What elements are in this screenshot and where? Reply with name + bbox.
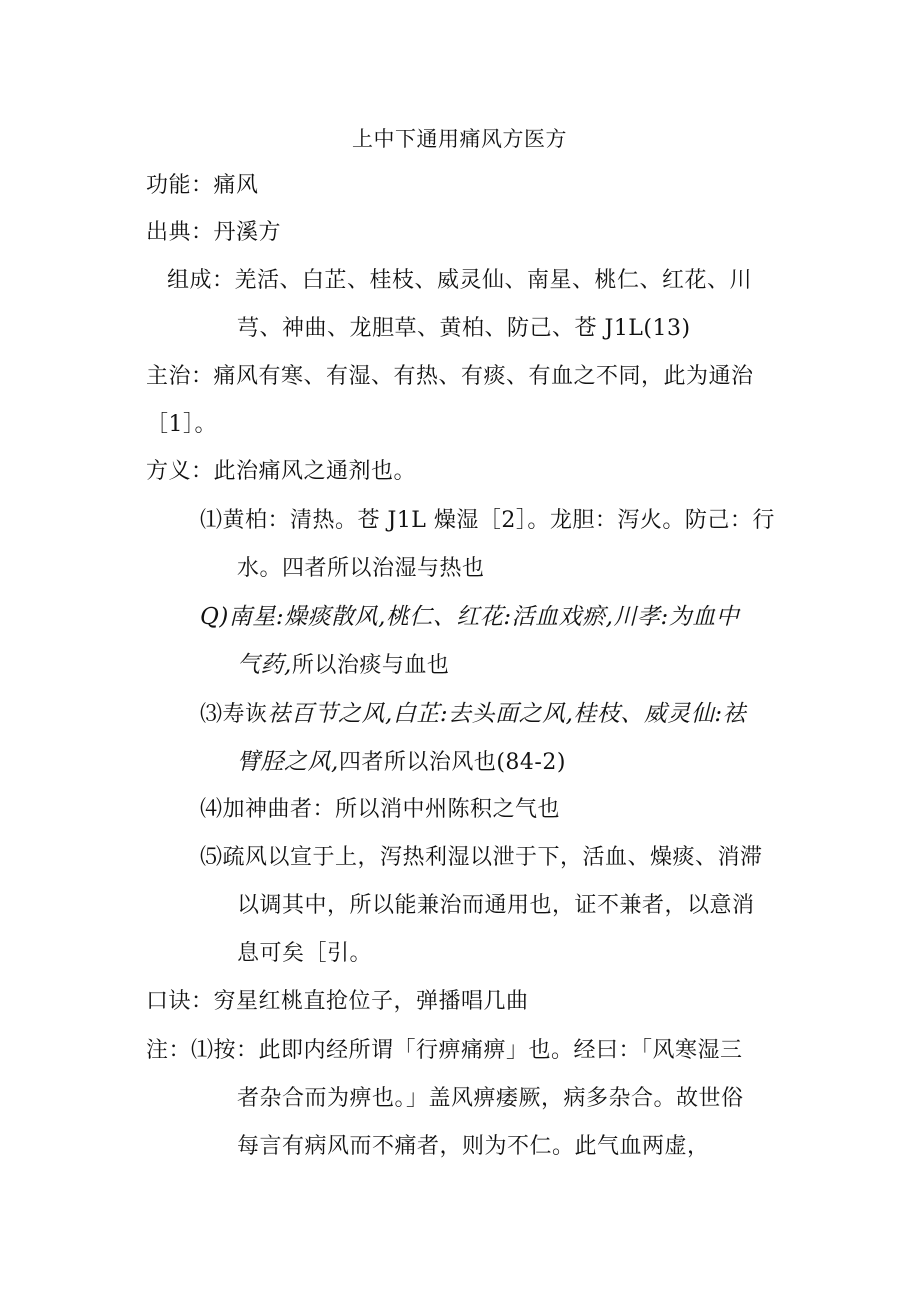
note-3-plain-text: 四者所以治风也(84-2) [338, 750, 566, 775]
note-2-line: Q)南星:燥痰散风,桃仁、红花:活血戏瘀,川孝:为血中 [200, 604, 740, 630]
note-2-plain-text: 所以治痰与血也 [291, 653, 450, 678]
note-5-line: 以调其中，所以能兼治而通用也，证不兼者，以意消 [237, 893, 755, 918]
page-title: 上中下通用痛风方医方 [352, 127, 567, 151]
note-5-line: ⑸疏风以宣于上，泻热利湿以泄于下，活血、燥痰、消滞 [200, 845, 763, 870]
composition-line: 芎、神曲、龙胆草、黄柏、防己、苍 J1L(13) [237, 316, 691, 341]
note-1-line: 水。四者所以治湿与热也 [237, 556, 485, 581]
note-1-line: ⑴黄柏：清热。苍 J1L 燥湿［2］。龙胆：泻火。防己：行 [200, 508, 775, 533]
note-5-line: 息可矣［引。 [237, 941, 373, 966]
composition-line: 组成：羌活、白芷、桂枝、威灵仙、南星、桃仁、红花、川 [167, 268, 753, 293]
annotation-line: 注：⑴按：此即内经所谓「行痹痛痹」也。经曰：「风寒湿三 [146, 1038, 743, 1063]
meaning-line: 方义：此治痛风之通剂也。 [146, 459, 417, 484]
note-3-line [200, 699, 746, 730]
mnemonic-line: 口诀：穷星红桃直抢位子，弹播唱几曲 [146, 989, 529, 1014]
note-4-line: ⑷加神曲者：所以消中州陈积之气也 [200, 797, 561, 822]
note-3-line [237, 747, 566, 778]
source-line: 出典：丹溪方 [146, 220, 282, 245]
annotation-line: 者杂合而为痹也。」盖风痹痿厥，病多杂合。故世俗 [237, 1086, 744, 1111]
note-3-italic-text: 臂胫之风, [237, 749, 339, 775]
indication-line: 主治：痛风有寒、有湿、有热、有痰、有血之不同，此为通治 [146, 364, 754, 389]
note-2-line [237, 650, 449, 681]
note-2-italic-text: 气药, [237, 652, 292, 678]
function-line: 功能：痛风 [146, 173, 259, 198]
indication-line: ［1］。 [146, 412, 217, 437]
note-3-prefix: ⑶寿诙 [200, 702, 268, 727]
note-3-italic-text: 祛百节之风,白芷:去头面之风,桂枝、威灵仙:祛 [267, 701, 747, 727]
annotation-line: 每言有病风而不痛者，则为不仁。此气血两虚， [237, 1134, 710, 1159]
